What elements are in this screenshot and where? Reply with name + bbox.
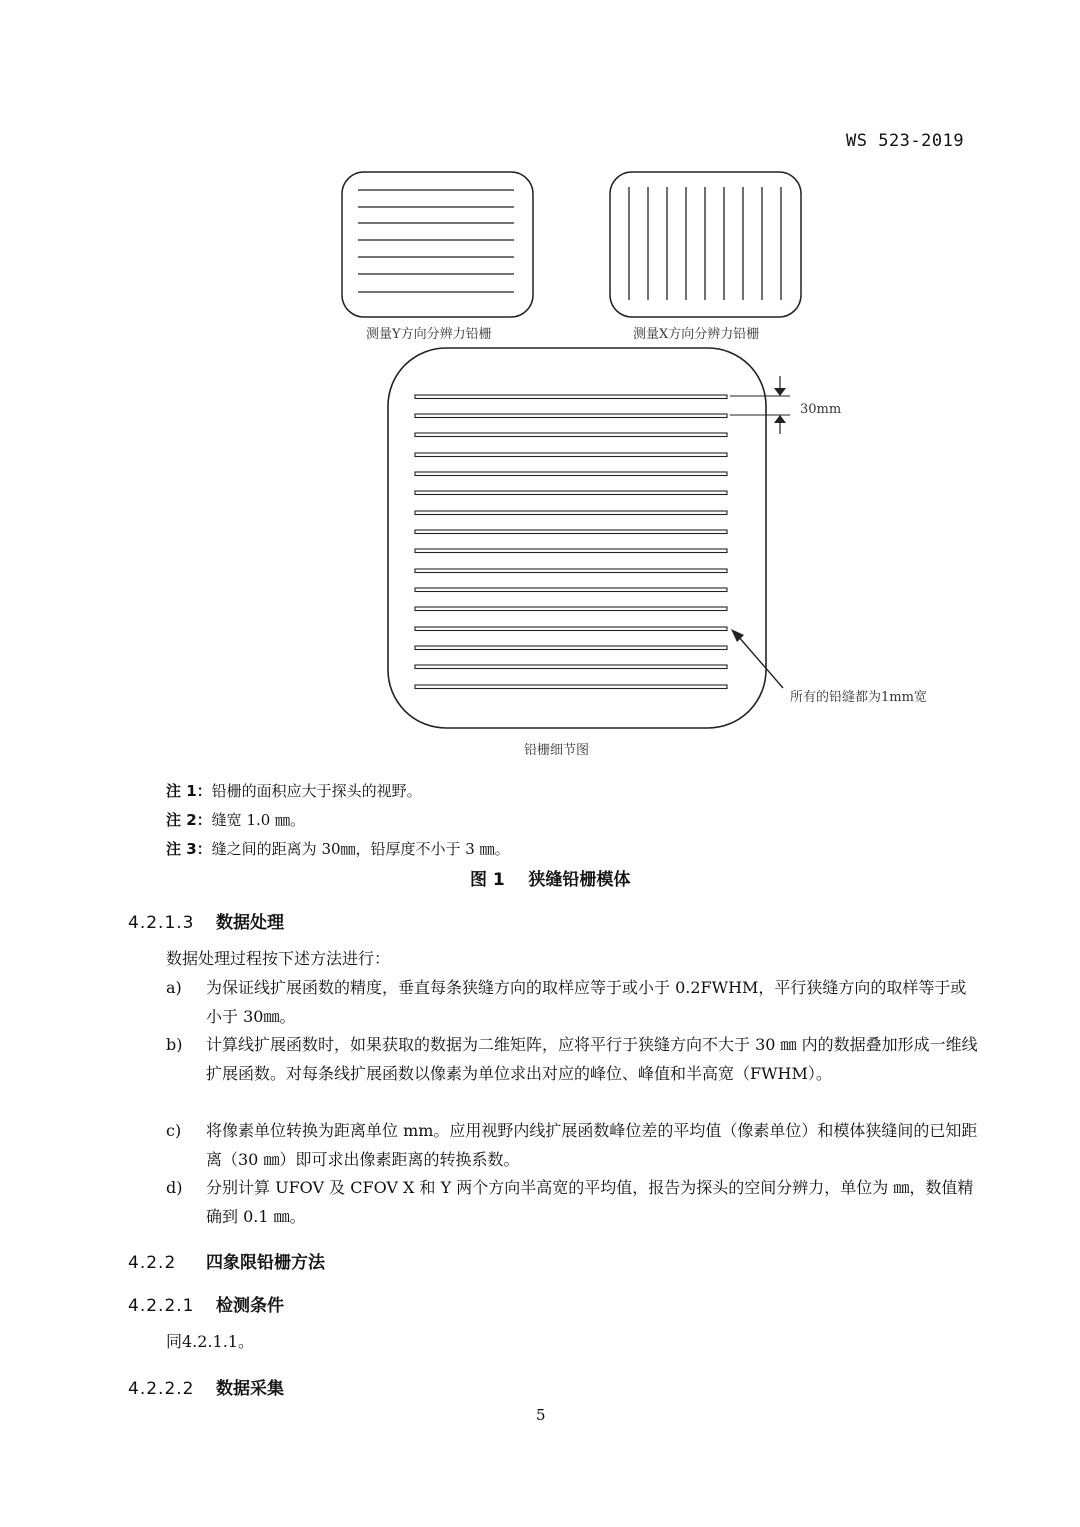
section-heading-4-2-2-2: 4.2.2.2 数据采集: [128, 1379, 284, 1399]
dimension-annotation: [730, 376, 790, 434]
same-as-paragraph: 同4.2.1.1。: [166, 1332, 254, 1351]
section-heading-4-2-2: 4.2.2 四象限铅栅方法: [128, 1253, 325, 1273]
x-direction-grid: [610, 172, 801, 317]
section-heading-4-2-2-1: 4.2.2.1 检测条件: [128, 1296, 284, 1316]
list-item-b: b) 计算线扩展函数时，如果获取的数据为二维矩阵，应将平行于狭缝方向不大于 30 ㎜ 内的数据叠加形成一维线扩展函数。对每条线扩展函数以像素为单位求出对应的峰位、峰值和半高宽（FWHM）。: [166, 1035, 978, 1083]
figure-1-drawing: [0, 0, 1080, 760]
note-2: 注 2：缝宽 1.0 ㎜。: [166, 811, 306, 829]
caption-detail-grid: 铅栅细节图: [524, 743, 590, 758]
caption-x-grid: 测量X方向分辨力铅栅: [633, 327, 760, 342]
slit-pointer-arrow: [731, 629, 783, 688]
note-1: 注 1：铅栅的面积应大于探头的视野。: [166, 782, 422, 800]
note-3: 注 3：缝之间的距离为 30㎜，铅厚度不小于 3 ㎜。: [166, 840, 510, 858]
document-code: WS 523-2019: [846, 131, 965, 151]
dimension-label: 30mm: [800, 402, 842, 417]
detail-grid: [388, 348, 766, 728]
y-direction-grid: [342, 172, 533, 317]
page-number: 5: [536, 1406, 546, 1424]
list-item-a: a) 为保证线扩展函数的精度，垂直每条狭缝方向的取样应等于或小于 0.2FWHM，平行狭缝方向的取样等于或小于 30㎜。: [166, 978, 967, 1026]
list-item-d: d) 分别计算 UFOV 及 CFOV X 和 Y 两个方向半高宽的平均值，报告为探头的空间分辨力，单位为 ㎜，数值精确到 0.1 ㎜。: [166, 1178, 974, 1226]
caption-y-grid: 测量Y方向分辨力铅栅: [366, 327, 492, 342]
intro-paragraph: 数据处理过程按下述方法进行：: [166, 949, 391, 968]
section-heading-4-2-1-3: 4.2.1.3 数据处理: [128, 913, 284, 933]
slit-width-label: 所有的铅缝都为1mm宽: [790, 690, 927, 705]
list-item-c: c) 将像素单位转换为距离单位 mm。应用视野内线扩展函数峰位差的平均值（像素单位）和模体狭缝间的已知距离（30 ㎜）即可求出像素距离的转换系数。: [166, 1121, 978, 1169]
figure-title: 图 1 狭缝铅栅模体: [470, 870, 631, 890]
